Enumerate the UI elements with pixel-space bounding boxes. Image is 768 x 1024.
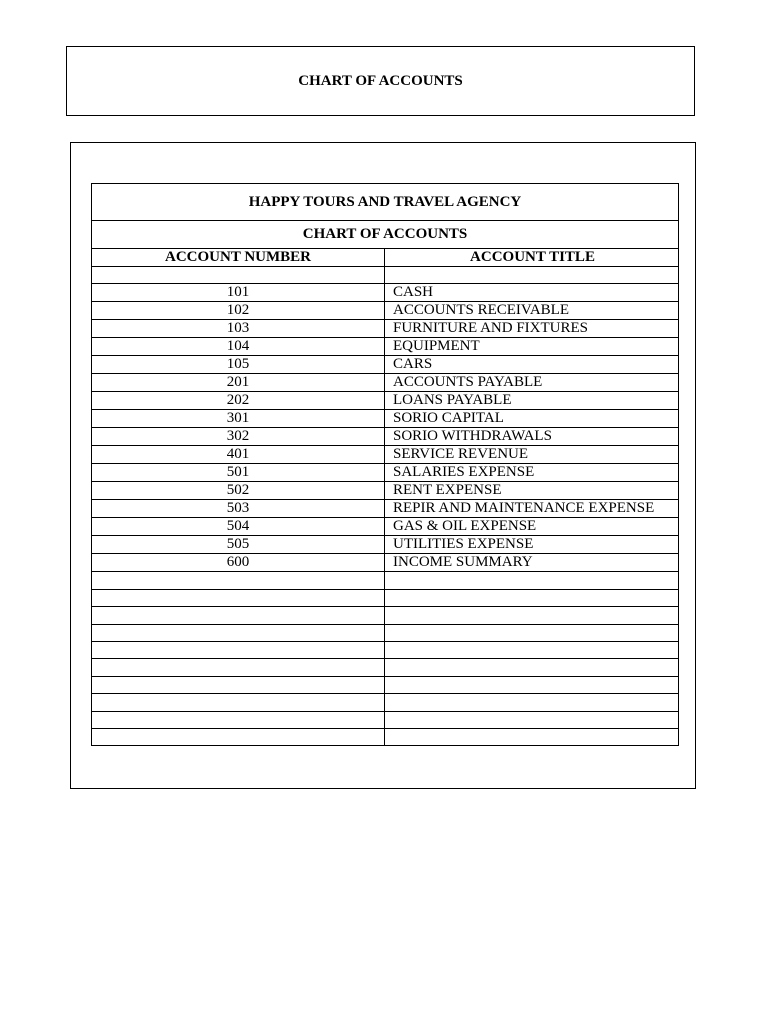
table-row [92, 624, 679, 641]
document-title: CHART OF ACCOUNTS [298, 72, 463, 89]
table-row [92, 554, 679, 572]
table-row [92, 410, 679, 428]
table-row [92, 302, 679, 320]
account-number-cell [92, 694, 385, 711]
account-title-cell [385, 572, 679, 589]
account-number-cell [92, 676, 385, 693]
table-row [92, 320, 679, 338]
account-title-cell [385, 641, 679, 658]
table-row [92, 676, 679, 693]
table-row [92, 482, 679, 500]
table-row [92, 659, 679, 676]
account-number-cell: 104 [92, 338, 385, 356]
table-row [92, 267, 679, 284]
company-name: HAPPY TOURS AND TRAVEL AGENCY [92, 184, 679, 221]
account-number-cell: 201 [92, 374, 385, 392]
account-number-cell [92, 572, 385, 589]
table-row [92, 464, 679, 482]
account-title-cell: SORIO CAPITAL [385, 410, 679, 428]
table-subtitle-row [92, 221, 679, 249]
table-row [92, 428, 679, 446]
table-row [92, 728, 679, 745]
account-number-cell: 101 [92, 284, 385, 302]
account-title-cell [385, 694, 679, 711]
account-title-cell: ACCOUNTS RECEIVABLE [385, 302, 679, 320]
account-number-cell [92, 728, 385, 745]
account-number-cell: 202 [92, 392, 385, 410]
account-title-cell [385, 728, 679, 745]
account-number-cell: 401 [92, 446, 385, 464]
account-number-cell: 501 [92, 464, 385, 482]
table-row [92, 500, 679, 518]
document-title-box [66, 46, 695, 116]
table-row [92, 392, 679, 410]
account-number-cell: 301 [92, 410, 385, 428]
account-number-cell: 302 [92, 428, 385, 446]
table-row [92, 589, 679, 606]
account-title-cell: LOANS PAYABLE [385, 392, 679, 410]
chart-of-accounts-table [91, 183, 679, 746]
account-number-cell [92, 641, 385, 658]
table-row [92, 284, 679, 302]
column-header-account-title: ACCOUNT TITLE [385, 249, 679, 267]
table-row [92, 607, 679, 624]
table-row [92, 711, 679, 728]
account-title-cell: ACCOUNTS PAYABLE [385, 374, 679, 392]
account-title-cell [385, 676, 679, 693]
table-row [92, 518, 679, 536]
table-row [92, 572, 679, 589]
account-number-cell: 502 [92, 482, 385, 500]
account-number-cell [92, 711, 385, 728]
account-number-cell [92, 267, 385, 284]
table-row [92, 374, 679, 392]
table-subtitle: CHART OF ACCOUNTS [92, 221, 679, 249]
account-number-cell: 504 [92, 518, 385, 536]
account-number-cell: 102 [92, 302, 385, 320]
column-header-account-number: ACCOUNT NUMBER [92, 249, 385, 267]
account-number-cell [92, 589, 385, 606]
account-title-cell [385, 624, 679, 641]
account-number-cell [92, 624, 385, 641]
account-title-cell [385, 267, 679, 284]
table-row [92, 641, 679, 658]
company-name-row [92, 184, 679, 221]
account-title-cell: CARS [385, 356, 679, 374]
column-header-row [92, 249, 679, 267]
table-row [92, 536, 679, 554]
account-number-cell: 103 [92, 320, 385, 338]
account-title-cell: CASH [385, 284, 679, 302]
account-number-cell [92, 659, 385, 676]
account-title-cell: RENT EXPENSE [385, 482, 679, 500]
account-title-cell: INCOME SUMMARY [385, 554, 679, 572]
account-title-cell [385, 589, 679, 606]
account-number-cell: 105 [92, 356, 385, 374]
account-title-cell: UTILITIES EXPENSE [385, 536, 679, 554]
account-title-cell [385, 711, 679, 728]
account-number-cell: 505 [92, 536, 385, 554]
account-title-cell [385, 607, 679, 624]
table-row [92, 356, 679, 374]
account-title-cell: GAS & OIL EXPENSE [385, 518, 679, 536]
table-row [92, 694, 679, 711]
account-number-cell: 600 [92, 554, 385, 572]
table-row [92, 338, 679, 356]
table-row [92, 446, 679, 464]
account-title-cell: EQUIPMENT [385, 338, 679, 356]
account-title-cell [385, 659, 679, 676]
account-number-cell [92, 607, 385, 624]
account-title-cell: REPIR AND MAINTENANCE EXPENSE [385, 500, 679, 518]
account-title-cell: SALARIES EXPENSE [385, 464, 679, 482]
account-number-cell: 503 [92, 500, 385, 518]
account-title-cell: SORIO WITHDRAWALS [385, 428, 679, 446]
account-title-cell: FURNITURE AND FIXTURES [385, 320, 679, 338]
account-title-cell: SERVICE REVENUE [385, 446, 679, 464]
